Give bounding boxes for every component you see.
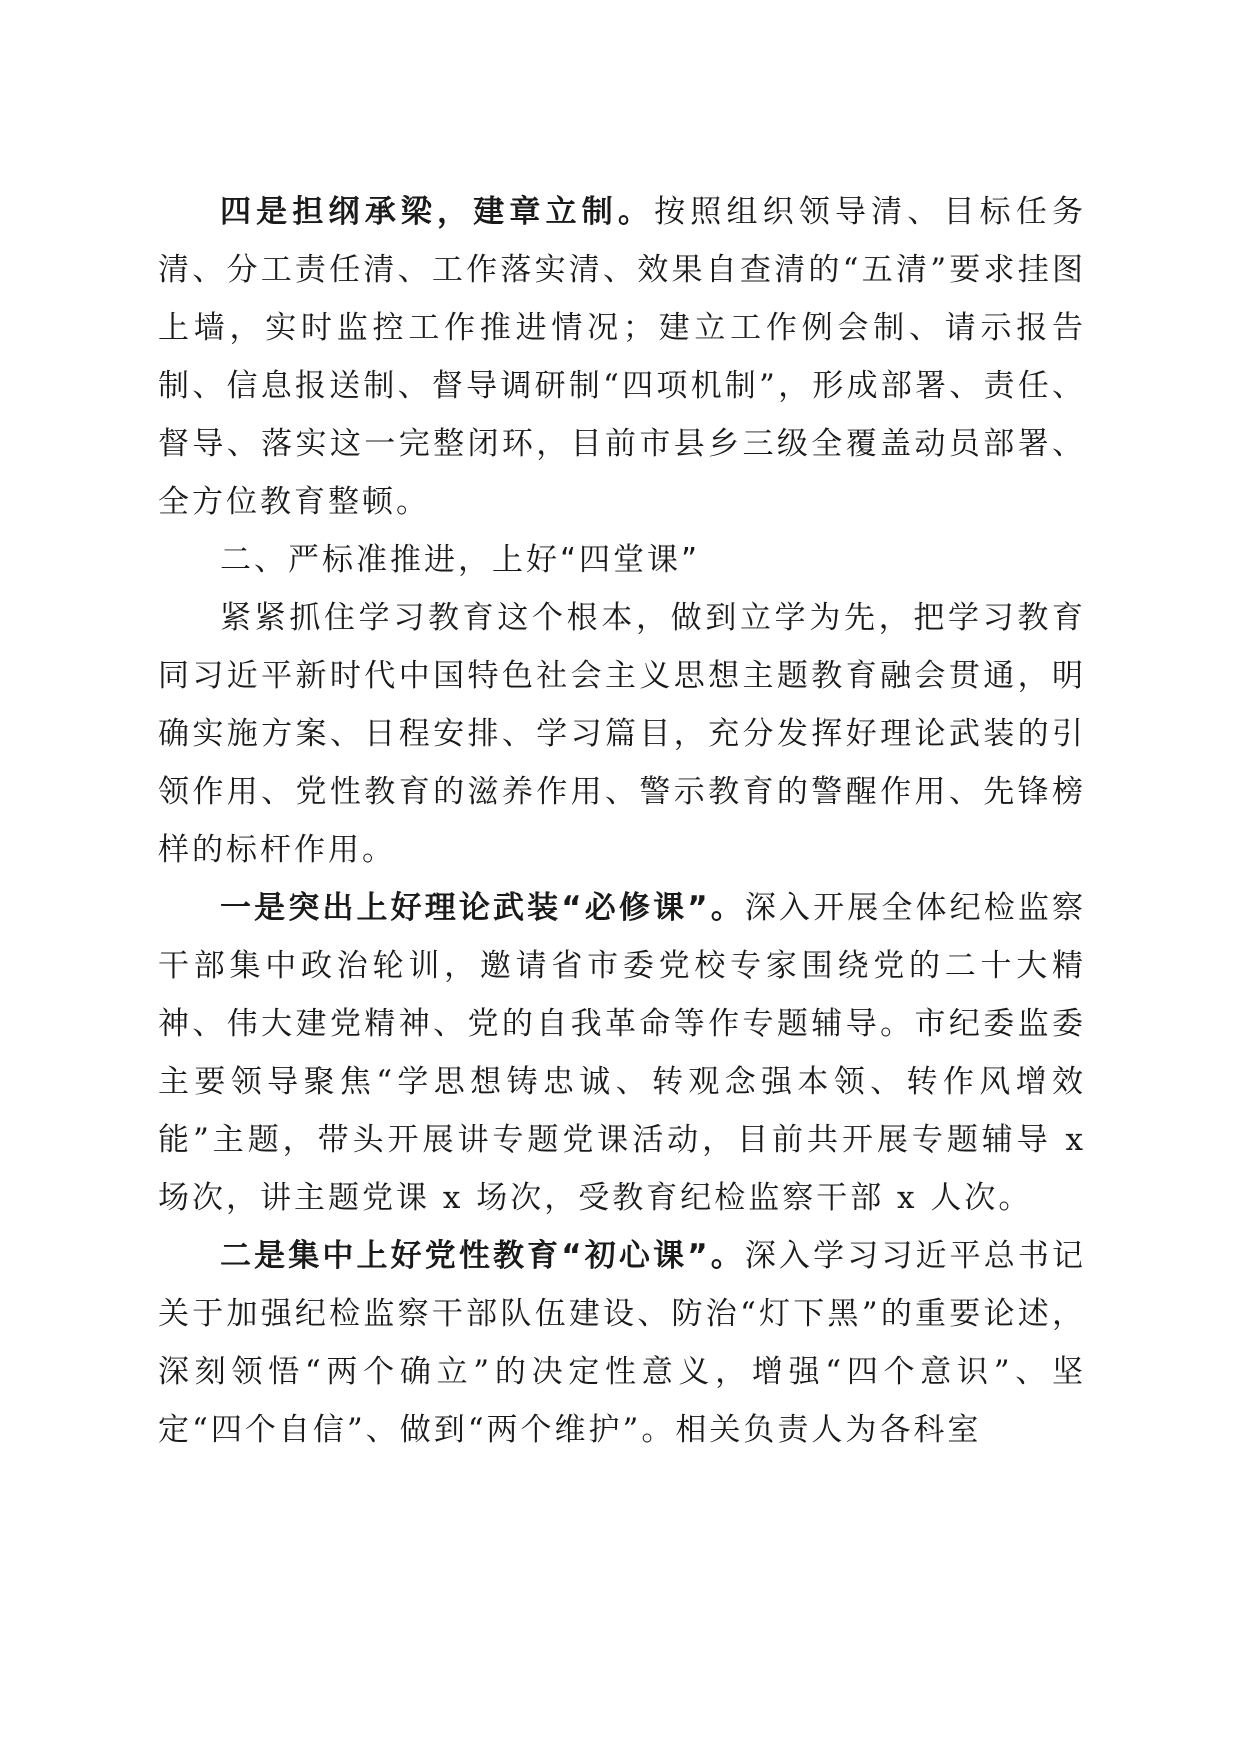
section-heading: 二、严标准推进，上好“四堂课” [220, 542, 701, 578]
document-page [158, 183, 1086, 1459]
paragraph-text: 深入开展全体纪检监察干部集中政治轮训，邀请省市委党校专家围绕党的二十大精神、伟大建党精神、党的自我革命等作专题辅导。市纪委监委主要领导聚焦“学思想铸忠诚、转观念强本领、转作风增效能”主题，带头开展讲专题党课活动，目前共开展专题辅导 x 场次，讲主题党课 x 场次，受教育纪检监察干部 x 人次。 [158, 890, 1086, 1216]
paragraph-text: 按照组织领导清、目标任务清、分工责任清、工作落实清、效果自查清的“五清”要求挂图上墙，实时监控工作推进情况；建立工作例会制、请示报告制、信息报送制、督导调研制“四项机制”，形成部署、责任、督导、落实这一完整闭环，目前市县乡三级全覆盖动员部署、全方位教育整顿。 [158, 194, 1087, 520]
paragraph-theory-course [158, 879, 1086, 1227]
paragraph-lead: 一是突出上好理论武装“必修课”。 [220, 890, 745, 926]
paragraph-text: 紧紧抓住学习教育这个根本，做到立学为先，把学习教育同习近平新时代中国特色社会主义思想主题教育融会贯通，明确实施方案、日程安排、学习篇目，充分发挥好理论武装的引领作用、党性教育的滋养作用、警示教育的警醒作用、先锋榜样的标杆作用。 [158, 600, 1086, 868]
paragraph-text: 深入学习习近平总书记关于加强纪检监察干部队伍建设、防治“灯下黑”的重要论述，深刻领悟“两个确立”的决定性意义，增强“四个意识”、坚定“四个自信”、做到“两个维护”。相关负责人为各科室 [158, 1238, 1086, 1448]
paragraph-build-rules [158, 183, 1086, 531]
paragraph-lead: 二是集中上好党性教育“初心课”。 [220, 1238, 745, 1274]
paragraph-party-course [158, 1227, 1086, 1459]
paragraph-intro [158, 589, 1086, 879]
paragraph-lead: 四是担纲承梁，建章立制。 [220, 194, 655, 230]
